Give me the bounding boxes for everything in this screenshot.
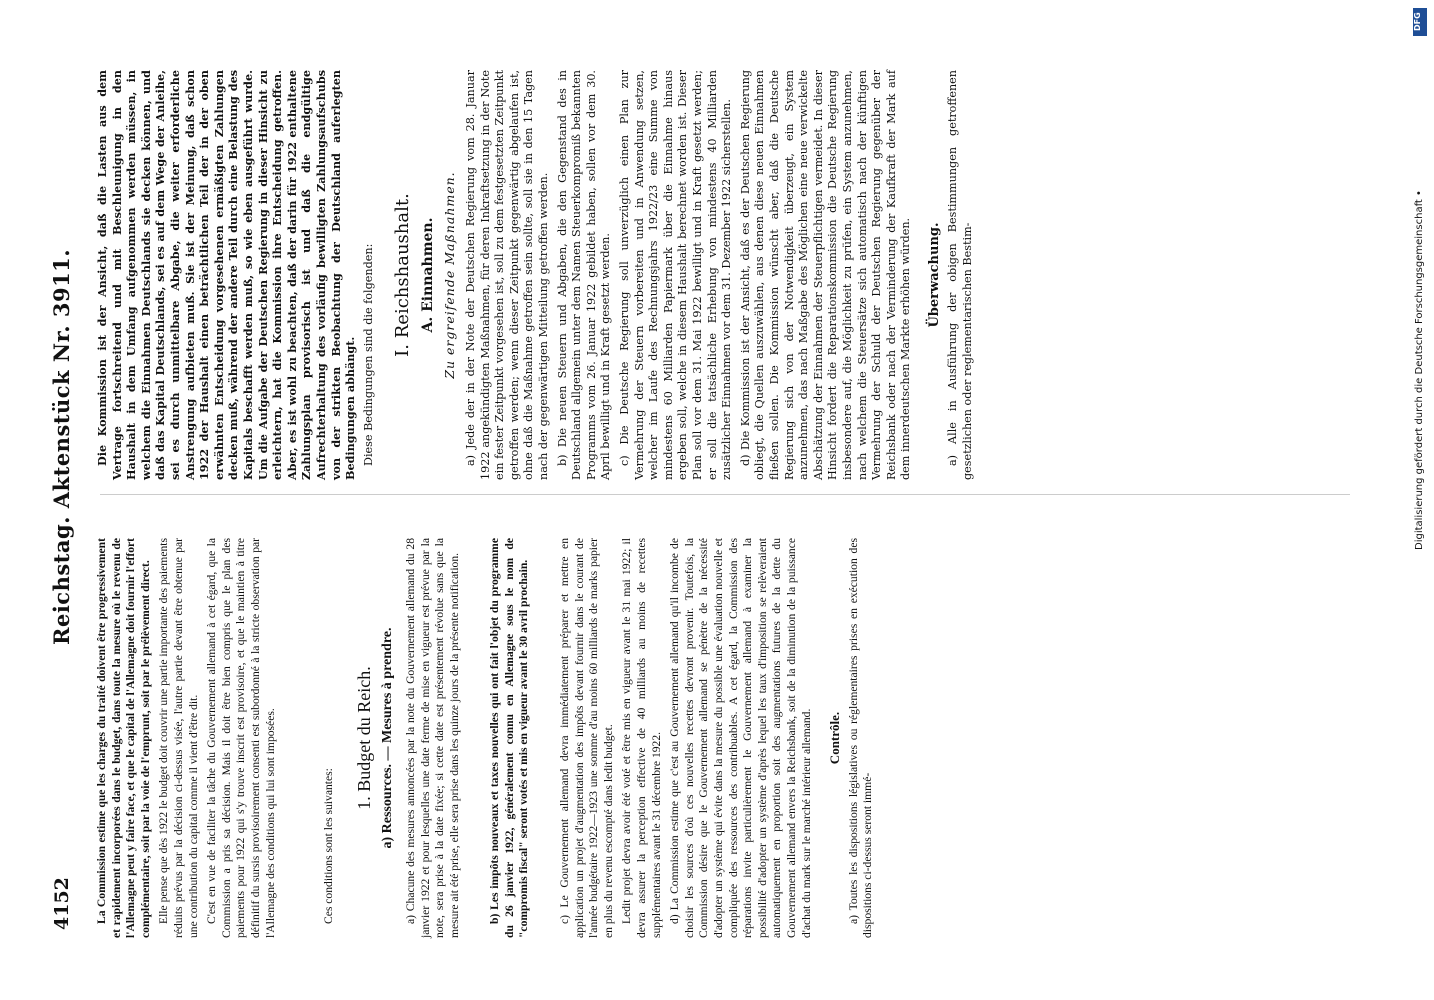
fr-paragraph: La Commission estime que les charges du traité doivent être progressivement et rapidement incorporées dans le budget, dans toute la mesure où le revenu de l'Allemagne peut y faire face, et que le capital de l'Allemagne doit fournir l'effort complémentaire, soit par la voie de l'emprunt, soit par le prélèvement direct. bbox=[95, 538, 152, 938]
fr-subsection-title: a) Ressources. — Mesures à prendre. bbox=[380, 627, 396, 849]
de-section-title: I. Reichshaushalt. bbox=[392, 193, 414, 357]
fr-control-a: a) Toutes les dispositions législatives ou réglementaires prises en exécution des dispositions ci-dessus seront immé- bbox=[846, 538, 875, 938]
page-number: 4152 bbox=[51, 877, 73, 930]
french-column bbox=[95, 538, 880, 938]
de-control-heading: Überwachung. bbox=[926, 222, 942, 328]
de-subsubsection-title: Zu ergreifende Maßnahmen. bbox=[442, 171, 458, 379]
de-item-c: c) Die Deutsche Regierung soll unverzüglich einen Plan zur Vermehrung der Steuern vorbereiten und in Anwendung setzen, welcher im Laufe des Rechnungsjahrs 1922/23 eine Summe von mindestens 60 Milliarden Papiermark über die Einnahme hinaus ergeben soll, welche in diesem Haushalt berechnet worden ist. Dieser Plan soll vor dem 31. Mai 1922 bewilligt und in Kraft gesetzt werden; er soll die tatsächliche Erhebung von mindestens 40 Milliarden zusätzlicher Einnahmen vor dem 31. Dezember 1922 sicherstellen. bbox=[618, 70, 734, 480]
fr-paragraph: Ces conditions sont les suivantes: bbox=[322, 768, 336, 924]
digitization-note: Digitalisierung gefördert durch die Deutsche Forschungsgemeinschaft • bbox=[1414, 190, 1425, 550]
running-title: Reichstag. Aktenstück Nr. 3911. bbox=[49, 248, 74, 645]
fr-paragraph: C'est en vue de faciliter la tâche du Gouvernement allemand à cet égard, que la Commission a pris sa décision. Mais il doit être bien compris que le plan des paiements pour 1922 qui s'y trouve inscrit est provisoire, et que le maintien à titre définitif du sursis provisoirement consenti est subordonné à la stricte observation par l'Allemagne des conditions qui lui sont imposées. bbox=[205, 538, 277, 938]
de-paragraph: Die Kommission ist der Ansicht, daß die Lasten aus dem Vertrage fortschreitend und mit Beschleunigung in den Haushalt in dem Umfang aufgenommen werden müssen, in welchem die Einnahmen Deutschlands sie decken können, und daß das Kapital Deutschlands, sei es auf dem Wege der Anleihe, sei es durch unmittelbare Abgabe, die weiter erforderliche Anstrengung aufbieten muß. Sie ist der Meinung, daß schon 1922 der Haushalt einen beträchtlichen Teil der in der oben erwähnten Entscheidung vorgesehenen ermäßigten Zahlungen decken muß, während der andere Teil durch eine Belastung des Kapitals beschafft werden muß, so wie eben ausgeführt wurde. Um die Aufgabe der Deutschen Regierung in dieser Hinsicht zu erleichtern, hat die Kommission ihre Entscheidung getroffen. Aber, es ist wohl zu beachten, daß der darin für 1922 enthaltene Zahlungsplan provisorisch ist und daß die endgültige Aufrechterhaltung des vorläufig bewilligten Zahlungsaufschubs von der strikten Beobachtung der Deutschland auferlegten Bedingungen abhängt. bbox=[95, 70, 358, 480]
de-control-a: a) Alle in Ausführung der obigen Bestimmungen getroffenen gesetzlichen oder reglementarischen Bestim- bbox=[946, 70, 975, 480]
de-item-d: d) Die Kommission ist der Ansicht, daß es der Deutschen Regierung obliegt, die Quellen auszuwählen, aus denen diese neuen Einnahmen fließen sollen. Die Kommission wünscht aber, daß die Deutsche Regierung sich von der Notwendigkeit überzeugt, ein System anzunehmen, das nach Maßgabe des Möglichen eine neue verwickelte Abschätzung der Einnahmen der Steuerpflichtigen vermeidet. In dieser Hinsicht fordert die Reparationskommission die Deutsche Regierung insbesondere auf, die Möglichkeit zu prüfen, ein System anzunehmen, nach welchem die Steuersätze sich automatisch nach der künftigen Vermehrung der Schuld der Deutschen Regierung gegenüber der Reichsbank oder nach der Verminderung der Kaufkraft der Mark auf dem innerdeutschen Markte erhöhen würden. bbox=[738, 70, 913, 480]
fr-control-heading: Contrôle. bbox=[827, 711, 843, 765]
fr-item-a: a) Chacune des mesures annoncées par la note du Gouvernement allemand du 28 janvier 1922 et pour lesquelles une date ferme de mise en vigueur est prévue par la note, sera prise à la date fixée; si cette date est présentement révolue sans que la mesure ait été prise, elle sera prise dans les quinze jours de la présente notification. bbox=[403, 538, 461, 938]
page-header bbox=[45, 0, 85, 1000]
dfg-logo: DFG bbox=[1413, 8, 1427, 36]
digitization-sidebar bbox=[1414, 10, 1430, 1000]
fr-paragraph: Elle pense que dès 1922 le budget doit couvrir une partie importante des paiements réduits prévus par la décision ci-dessus visée, l'autre partie devant être obtenue par une contribution du capital comme il vient d'être dit. bbox=[157, 538, 200, 938]
de-item-a: a) Jede der in der Note der Deutschen Regierung vom 28. Januar 1922 angekündigten Maßnahmen, für deren Inkraftsetzung in der Note ein fester Zeitpunkt vorgesehen ist, soll zu dem festgesetzten Zeitpunkt getroffen werden; wenn dieser Zeitpunkt gegenwärtig abgelaufen ist, ohne daß die Maßnahme getroffen sein sollte, soll sie in den 15 Tagen nach der gegenwärtigen Mitteilung getroffen werden. bbox=[464, 70, 551, 480]
fr-item-d: d) La Commission estime que c'est au Gouvernement allemand qu'il incombe de choisir les sources d'où ces nouvelles recettes devront provenir. Toutefois, la Commission désire que le Gouvernement allemand se pénètre de la nécessité d'adopter un système qui évite dans la mesure du possible une évaluation nouvelle et compliquée des ressources des contribuables. A cet égard, la Commission des réparations invite particulièrement le Gouvernement allemand à examiner la possibilité d'adopter un système d'après lequel les taux d'imposition se relèveraient automatiquement en proportion soit des augmentations futures de la dette du Gouvernement allemand envers la Reichsbank, soit de la diminution de la puissance d'achat du mark sur le marché intérieur allemand. bbox=[668, 538, 813, 938]
de-item-b: b) Die neuen Steuern und Abgaben, die den Gegenstand des in Deutschland allgemein unter dem Namen Steuerkompromiß bekannten Programms vom 26. Januar 1922 gebildet haben, sollen vor dem 30. April bewilligt und in Kraft gesetzt werden. bbox=[555, 70, 613, 480]
de-subsection-title: A. Einnahmen. bbox=[419, 217, 436, 333]
fr-item-c2: Ledit projet devra avoir été voté et être mis en vigueur avant le 31 mai 1922; il devra assurer la perception effective de 40 milliards au moins de recettes supplémentaires avant le 31 décembre 1922. bbox=[620, 538, 663, 938]
column-divider bbox=[100, 494, 1350, 495]
fr-item-b: b) Les impôts nouveaux et taxes nouvelles qui ont fait l'objet du programme du 26 janvier 1922, généralement connu en Allemagne sous le nom de "compromis fiscal" seront votés et mis en vigueur avant le 30 avril prochain. bbox=[488, 538, 531, 938]
german-column bbox=[95, 70, 980, 480]
de-paragraph: Diese Bedingungen sind die folgenden: bbox=[361, 243, 375, 466]
fr-item-c: c) Le Gouvernement allemand devra immédiatement préparer et mettre en application un projet d'augmentation des impôts devant fournir dans le courant de l'année budgétaire 1922—1923 une somme d'au moins 60 milliards de marks papier en plus du revenu escompté dans ledit budget. bbox=[558, 538, 615, 938]
fr-section-title: 1. Budget du Reich. bbox=[353, 666, 374, 810]
